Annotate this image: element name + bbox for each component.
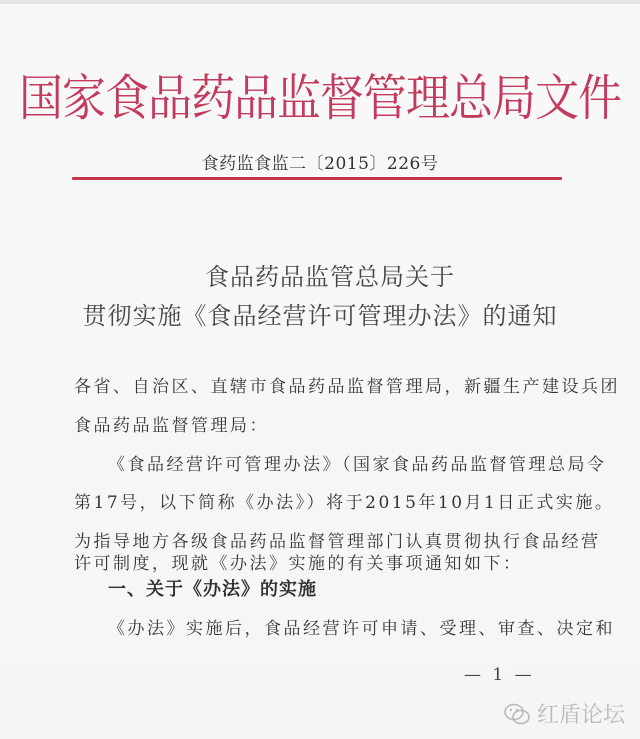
body-line-addressee-cont: 食品药品监督管理局：: [74, 416, 269, 436]
notice-title-line-1: 食品药品监管总局关于: [205, 263, 455, 291]
red-divider-rule: [72, 177, 562, 180]
body-paragraph-line: 第17号，以下简称《办法》）将于2015年10月1日正式实施。: [74, 493, 615, 513]
notice-title-line-2: 贯彻实施《食品经营许可管理办法》的通知: [82, 302, 558, 330]
body-paragraph-line: 许可制度，现就《办法》实施的有关事项通知如下：: [74, 554, 523, 574]
watermark: [503, 698, 625, 729]
wechat-icon: [503, 702, 531, 726]
body-paragraph-line: 《食品经营许可管理办法》（国家食品药品监督管理总局令: [108, 455, 607, 475]
watermark-label: 红盾论坛: [537, 703, 626, 728]
document-header-title: 国家食品药品监督管理总局文件: [19, 70, 621, 128]
page-number: — 1 —: [464, 665, 535, 685]
body-paragraph-line: 为指导地方各级食品药品监督管理部门认真贯彻执行食品经营: [74, 532, 601, 552]
body-line-addressee: 各省、自治区、直辖市食品药品监督管理局，新疆生产建设兵团: [74, 377, 620, 397]
section-body-line: 《办法》实施后，食品经营许可申请、受理、审查、决定和: [108, 619, 615, 639]
document-number: 食药监食监二〔2015〕226号: [201, 154, 439, 174]
page-top-edge: [0, 0, 640, 4]
section-heading: 一、关于《办法》的实施: [108, 579, 317, 600]
